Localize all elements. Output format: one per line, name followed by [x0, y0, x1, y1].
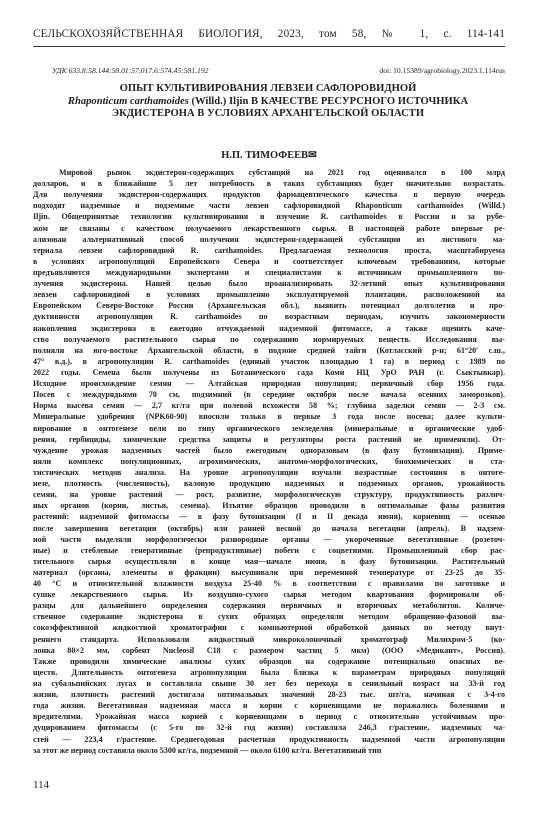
abstract-line: Для получения экдистерон-содержащих продуктов фармацевтического качества в первую очередь [33, 190, 505, 200]
abstract-line: Посев с междурядьями 70 см, подзимний (в середине октября после начала осенних заморозков). [33, 390, 505, 400]
abstract-line: Минеральные удобрения (NPK60-90) вносили только в первые 3 года после посева; далее культи- [33, 412, 505, 422]
abstract-line: накопления экдистерона в ежегодно отчуждаемой надземной фитомассе, а также оценить каче- [33, 323, 505, 333]
abstract [33, 167, 505, 756]
abstract-line: чуждение урожая надземных частей было ежегодным одноразовым (в фазу бутонизации). Приме- [33, 445, 505, 455]
doi[interactable]: doi: 10.15389/agrobiology.2023.1.114rus [379, 66, 505, 75]
abstract-line: дуктивности агропопуляции R. carthamoides по возрастным периодам, изучить закономерности [33, 312, 505, 322]
abstract-line: ализован альтернативный способ получения экдистерон-содержащей субстанции из листового ма- [33, 234, 505, 244]
abstract-line: ные) и стеблевые генеративные (репродуктивные) побеги с соцветиями. Промышленный сбор рас- [33, 545, 505, 555]
abstract-line: вирование в онтогенезе вели по типу органического земледелия (минеральные и органические удоб- [33, 423, 505, 433]
title-part1: ОПЫТ КУЛЬТИВИРОВАНИЯ ЛЕВЗЕИ САФЛОРОВИДНОЙ [119, 83, 417, 94]
header-rule [33, 46, 505, 47]
abstract-line: ной части выделяли морфологически разнородные органы — укороченные вегетативные (розеточ- [33, 534, 505, 544]
author: Н.П. ТИМОФЕЕВ✉ [221, 150, 317, 161]
abstract-line: териала левзеи сафлоровидной R. carthamoides. Предлагаемая технология проста, масштабируема [33, 245, 505, 255]
abstract-line: 40 °С и относительной влажности воздуха 25-40 % в соответствии с правилами по заготовке и [33, 579, 505, 589]
abstract-line: 2022 годы. Семена были получены из Ботанического сада Коми НЦ УрО РАН (г. Сыктывкар). [33, 367, 505, 377]
abstract-line: долларов, и в ближайшие 5 лет потребность в таких субстанциях будет значительно возрастать. [33, 179, 505, 189]
abstract-line: жом не связаны с качеством получаемого лекарственного сырья. В настоящей работе впервые ре- [33, 223, 505, 233]
abstract-line: Мировой рынок экдистерон-содержащих субстанций на 2021 год оценивался в 100 млрд [59, 168, 505, 177]
udk-code: УДК 633.8:58.144:58.01:57.017.6:574.45:581.192 [52, 66, 209, 75]
abstract-line: Норма высева семян — 2,7 кг/га при полевой всхожести 58 %; глубина заделки семян — 2-3 см. [33, 401, 505, 411]
abstract-line: ных органов (корни, листья, семена). Изъятие образцов проводили в оптимальные фазы развития [33, 501, 505, 511]
abstract-line: сушке лекарственного сырья. Из воздушно-сухого сырья методом квартования формировали об- [33, 590, 505, 600]
title-part2: (Willd.) Iljin В КАЧЕСТВЕ РЕСУРСНОГО ИСТОЧНИКА ЭКДИСТЕРОНА В УСЛОВИЯХ АРХАНГЕЛЬСКОЙ ОБЛАСТИ [111, 95, 469, 120]
abstract-line: жизни, плотность растений достигала оптимальных значений 28-23 тыс. шт/га, начиная с 3-4-го [33, 690, 505, 700]
abstract-line: тистических методов анализа. На уровне агропопуляции изучали возрастные состояния в онтоге- [33, 467, 505, 477]
abstract-line: сокоэффективной жидкостной хроматографии с компьютерной обработкой данных по методу внут- [33, 623, 505, 633]
abstract-line: ществ. Длительность онтогенеза агропопуляции была близка к параметрам природных популяций [33, 667, 505, 677]
abstract-line: стей — 223,4 г/растение. Среднегодовая расчетная продуктивность надземной части агропопуляции [33, 734, 505, 744]
abstract-line: в условиях агропопуляций Европейского Севера и соответствует ключевым требованиям, которые [33, 256, 505, 266]
abstract-line: реннего стандарта. Использовали жидкостный микроколоночный хроматограф Милихром-5 (ко- [33, 634, 505, 644]
abstract-line: Исходное происхождение семян — Алтайская природная популяция; первичный сбор 1956 года. [33, 379, 505, 389]
abstract-line: 47° в.д.), в агропопуляции R. carthamoides (единый участок площадью 1 га) в период с 1989 по [33, 356, 505, 366]
abstract-line: за этот же период составила около 5300 кг/га, подземной — около 6100 кг/га. Вегетативный тип [33, 745, 382, 755]
abstract-line: после завершения вегетации (октябрь) или ранней весной до начала вегетации (апрель). В надзем- [33, 523, 505, 533]
abstract-line: тительного сырья осуществляли в конце мая—начале июня, в фазу бутонизации. Растительный [33, 556, 505, 566]
running-header: СЕЛЬСКОХОЗЯЙСТВЕННАЯ БИОЛОГИЯ, 2023, том 58, № 1, с. 114-141 [33, 28, 505, 40]
abstract-line: лонка 80×2 мм, сорбент Nucleosil C18 с размером частиц 5 мкм) (ООО «Медикант», Россия). [33, 645, 505, 655]
abstract-line: полняли на юго-востоке Архангельской области, в подзоне средней тайги (Котласский р-н; 61°20′ с.ш., [33, 345, 505, 355]
abstract-line: растений: надземной фитомассы — в фазу бутонизации (I и II декада июня), корневищ — осенью [33, 512, 505, 522]
abstract-line: Европейском Северо-Востоке России (Архангельская обл.), выявить потенциал долголетия и про- [33, 301, 505, 311]
abstract-line: ство получаемого растительного сырья по содержанию нормируемых веществ. Исследования вы- [33, 334, 505, 344]
abstract-line: Также проводили химические анализы сухих образцов на содержание потенциально опасных ве- [33, 656, 505, 666]
abstract-line: разцы для дальнейшего определения содержания первичных и вторичных метаболитов. Количе- [33, 601, 505, 611]
abstract-line: на субальпийских лугах и составляла свыше 30 лет без перехода в сенильный возраст на 33-й год [33, 679, 505, 689]
abstract-line: материал (органы, элементы и фракции) высушивали при переменной температуре от 23-25 до 35- [33, 567, 505, 577]
abstract-line: незе, плотность (численность), валовую продукцию надземных и подземных органов, урожайность [33, 479, 505, 489]
page-number: 114 [33, 779, 50, 791]
abstract-line: левзеи сафлоровидной в условиях промышленно эксплуатируемой плантации, расположенной на [33, 290, 505, 300]
abstract-line: Iljin. Общепринятые технологии культивирования и изучение R. carthamoides в России и за рубе- [33, 212, 505, 222]
abstract-line: рения, гербициды, химические средства защиты и регуляторы роста растений не применяли). От- [33, 434, 505, 444]
title-species: Rhaponticum carthamoides [67, 95, 189, 107]
abstract-line: семян, на уровне растений — рост, развитие, морфологическую структуру, продуктивность различ- [33, 490, 505, 500]
abstract-line: вредителями. Урожайная масса корней с корневищами в период с относительно устойчивым про- [33, 712, 505, 722]
abstract-line: дуцированием фитомассы (с 5-го по 32-й год жизни) составляла 246,3 г/растение, надземных ча- [33, 723, 505, 733]
abstract-line: подходят надземные и подземные части левзеи сафлоровидной Rhaponticum carthamoides (Willd.) [33, 201, 505, 211]
abstract-line: ственное содержание экдистерона в сухих образцах определяли методом обращенно-фазовой вы- [33, 612, 505, 622]
abstract-line: предъявляются международными экспертами и специалистами к источникам промышленного по- [33, 267, 505, 277]
abstract-line: няли комплекс популяционных, агрохимических, анатомо-морфологических, биохимических и ста- [33, 456, 505, 466]
article-title [60, 83, 476, 121]
abstract-line: года жизни. Вегетативная надземная масса и корни с корневищами не поражались болезнями и [33, 701, 505, 711]
abstract-line: лучения экдистерона. Нашей целью было проанализировать 32-летний опыт культивирования [33, 279, 505, 289]
